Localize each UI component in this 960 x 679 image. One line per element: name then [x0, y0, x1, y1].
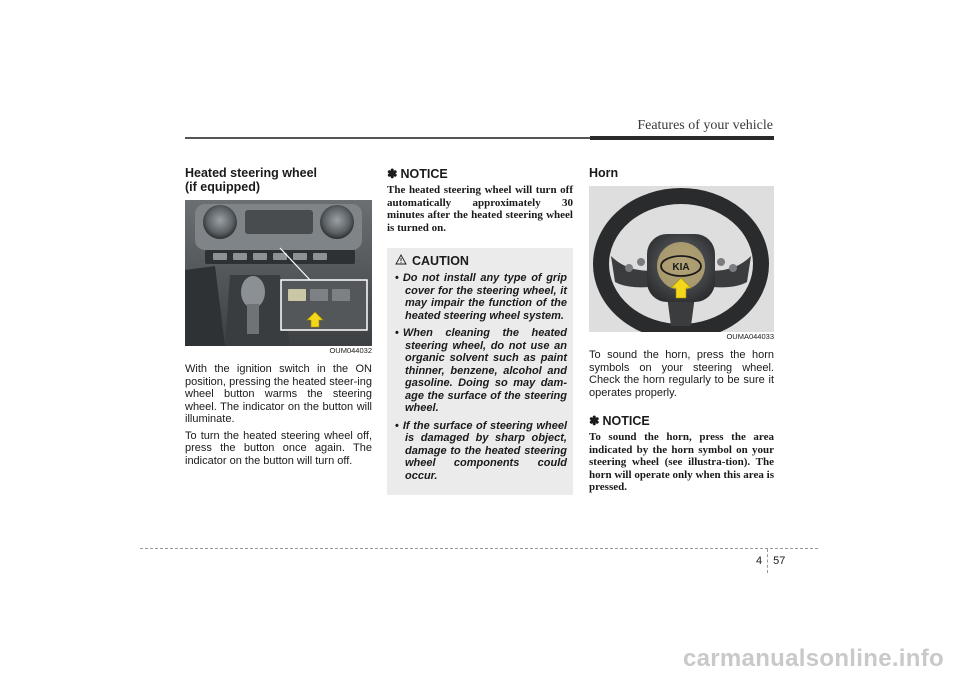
- heated-wheel-column: [185, 166, 372, 471]
- footer-rule: [140, 548, 818, 549]
- notice-symbol-icon: ✽: [589, 414, 600, 428]
- header-title: Features of your vehicle: [637, 118, 773, 133]
- page-separator: [767, 549, 768, 573]
- caution-item: • When cleaning the heated steering wheel, do not use an organic solvent such as paint thinner, benzene, alcohol and gasoline. Doing so may dam-age the surface of the steering wheel.: [395, 327, 567, 415]
- horn-column: [589, 166, 774, 494]
- warning-triangle-icon: [395, 254, 407, 268]
- page-number-value: 57: [773, 555, 786, 567]
- heading-line-2: (if equipped): [185, 180, 260, 194]
- notice-heading: [387, 166, 573, 181]
- page-number: [756, 549, 785, 573]
- figure-code-wheel: OUMA044033: [726, 332, 774, 341]
- heading-line-1: Heated steering wheel: [185, 166, 317, 180]
- steering-wheel-photo: [589, 186, 774, 332]
- caution-list: [395, 272, 567, 482]
- caution-box: [387, 248, 573, 495]
- header-rule-accent: [590, 136, 774, 140]
- caution-label: CAUTION: [412, 254, 469, 268]
- notice-label: NOTICE: [400, 166, 448, 181]
- horn-heading: Horn: [589, 166, 619, 180]
- heated-wheel-paragraph-1: With the ignition switch in the ON position, pressing the heated steer-ing wheel button warms the steering wheel. The indicator on the button will illuminate.: [185, 363, 372, 425]
- steering-wheel-illustration: [589, 186, 774, 332]
- notice-heading-2: [589, 413, 774, 428]
- chapter-number: 4: [756, 555, 763, 567]
- caution-item: • Do not install any type of grip cover for the steering wheel, it may impair the function of the heated steering wheel system.: [395, 272, 567, 322]
- kia-logo: KIA: [672, 262, 690, 273]
- notice-symbol-icon: ✽: [387, 167, 398, 181]
- watermark: carmanualsonline.info: [682, 645, 944, 672]
- notice-caution-column: [387, 166, 573, 495]
- console-photo: [185, 200, 372, 346]
- notice-text: The heated steering wheel will turn off automatically approximately 30 minutes after the heated steering wheel is turned on.: [387, 184, 573, 234]
- notice-label: NOTICE: [602, 413, 650, 428]
- notice-text-2: To sound the horn, press the area indicated by the horn symbol on your steering wheel (see illustra-tion). The horn will operate only when this area is pressed.: [589, 431, 774, 493]
- horn-paragraph: To sound the horn, press the horn symbols on your steering wheel. Check the horn regularly to be sure it operates properly.: [589, 349, 774, 399]
- caution-item: • If the surface of steering wheel is damaged by sharp object, damage to the heated steering wheel components could occur.: [395, 420, 567, 483]
- heated-wheel-paragraph-2: To turn the heated steering wheel off, press the button once again. The indicator on the button will turn off.: [185, 429, 372, 467]
- caution-heading: [395, 254, 567, 268]
- figure-code-console: OUM044032: [329, 346, 372, 355]
- console-illustration: [185, 200, 372, 346]
- heated-wheel-heading: [185, 166, 372, 194]
